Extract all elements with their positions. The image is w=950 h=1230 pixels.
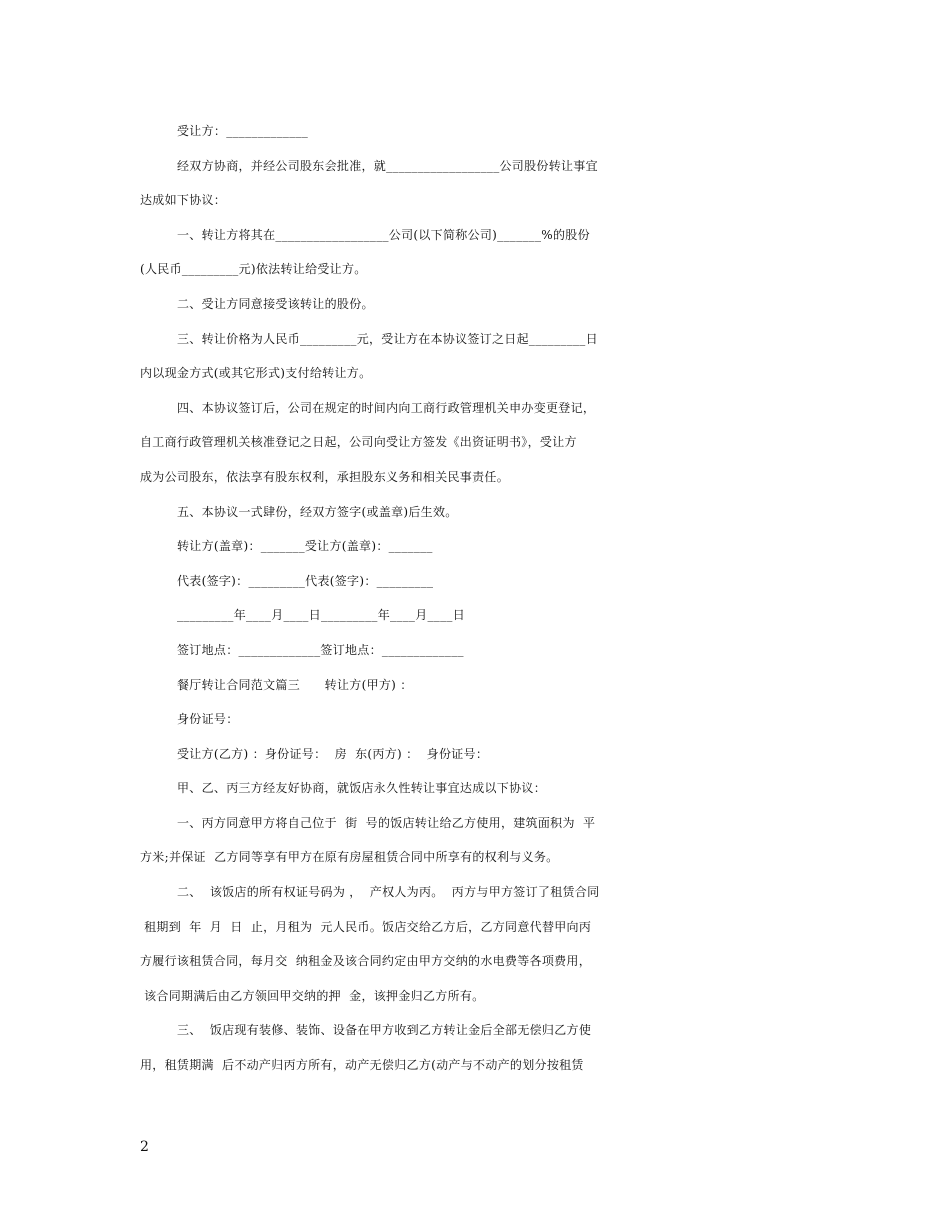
text-line: 二、受让方同意接受该转让的股份。 bbox=[177, 296, 374, 311]
text-line: 二、 该饭店的所有权证号码为 ， 产权人为丙。 丙方与甲方签订了租赁合同 bbox=[177, 885, 600, 900]
text-line: 经双方协商，并经公司股东会批准，就__________________公司股份转让事宜 bbox=[177, 158, 598, 173]
text-line: 转让方(盖章)：_______受让方(盖章)：_______ bbox=[177, 539, 433, 554]
text-line: 方履行该租赁合同，每月交 纳租金及该合同约定由甲方交纳的水电费等各项费用， bbox=[140, 954, 592, 969]
text-line: 四、本协议签订后，公司在规定的时间内向工商行政管理机关申办变更登记， bbox=[177, 400, 596, 415]
text-line: 内以现金方式(或其它形式)支付给转让方。 bbox=[140, 366, 372, 381]
text-line: 代表(签字)：_________代表(签字)：_________ bbox=[177, 573, 434, 588]
text-line: 自工商行政管理机关核准登记之日起，公司向受让方签发《出资证明书》，受让方 bbox=[140, 435, 577, 450]
text-line: 用，租赁期满 后不动产归丙方所有，动产无偿归乙方(动产与不动产的划分按租赁 bbox=[140, 1058, 584, 1073]
text-line: 达成如下协议： bbox=[140, 193, 227, 208]
text-line: (人民币_________元)依法转让给受让方。 bbox=[140, 262, 367, 277]
document-body bbox=[0, 114, 950, 1083]
text-line: 三、 饭店现有装修、装饰、设备在甲方收到乙方转让金后全部无偿归乙方使 bbox=[177, 1023, 592, 1038]
text-line: 餐厅转让合同范文篇三 转让方(甲方) ： bbox=[177, 677, 413, 692]
text-line: 身份证号： bbox=[177, 712, 239, 727]
text-line: 签订地点：_____________签订地点：_____________ bbox=[177, 642, 464, 657]
text-line: 成为公司股东，依法享有股东权利，承担股东义务和相关民事责任。 bbox=[140, 469, 510, 484]
text-line: 五、本协议一式肆份，经双方签字(或盖章)后生效。 bbox=[177, 504, 458, 519]
text-line: 租期到 年 月 日 止，月租为 元人民币。饭店交给乙方后，乙方同意代替甲向丙 bbox=[140, 919, 592, 934]
text-line: 该合同期满后由乙方领回甲交纳的押 金，该押金归乙方所有。 bbox=[140, 988, 485, 1003]
text-line: 方米;并保证 乙方同等享有甲方在原有房屋租赁合同中所享有的权利与义务。 bbox=[140, 850, 559, 865]
page-number: 2 bbox=[140, 1139, 149, 1155]
text-line: 一、转让方将其在__________________公司(以下简称公司)_______%的股份 bbox=[177, 227, 590, 242]
text-line: 一、丙方同意甲方将自己位于 街 号的饭店转让给乙方使用，建筑面积为 平 bbox=[177, 815, 596, 830]
text-line: 受让方(乙方) ：身份证号： 房 东(丙方) ： 身份证号： bbox=[177, 746, 489, 761]
text-line: 三、转让价格为人民币_________元，受让方在本协议签订之日起_________日 bbox=[177, 331, 598, 346]
text-line: 受让方：_____________ bbox=[177, 124, 309, 138]
text-line: _________年____月____日_________年____月____日 bbox=[177, 608, 466, 623]
text-line: 甲、乙、丙三方经友好协商，就饭店永久性转让事宜达成以下协议： bbox=[177, 781, 547, 796]
